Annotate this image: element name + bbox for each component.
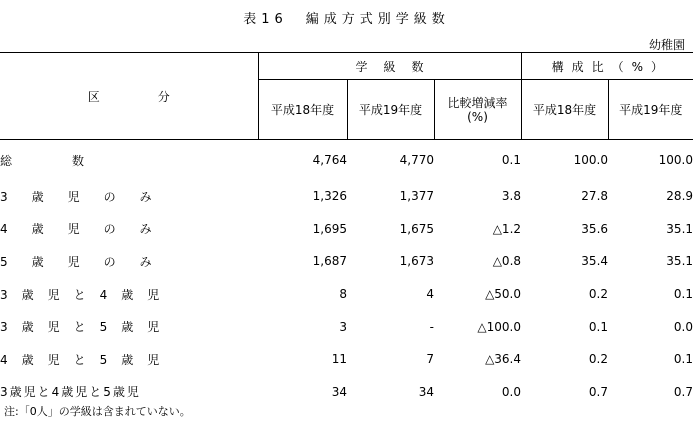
row-label: 3歳児のみ (0, 189, 176, 204)
header-change-rate (434, 80, 521, 140)
table-row (0, 180, 693, 213)
cell-rate: △1.2 (492, 221, 522, 236)
cell-rate: △50.0 (485, 287, 522, 302)
cell-c19: 0.7 (673, 384, 693, 399)
cell-y19: 34 (418, 384, 434, 399)
header-class-count (258, 53, 521, 80)
cell-y19: 4 (426, 287, 434, 302)
cell-c19: 0.1 (673, 352, 693, 367)
cell-y18: 11 (331, 352, 347, 367)
row-label: 5歳児のみ (0, 254, 176, 269)
table-title: 表16 編成方式別学級数 (243, 12, 450, 27)
cell-c18: 0.1 (588, 319, 609, 334)
unit-label: 幼稚園 (648, 38, 685, 52)
table-row-total (0, 140, 693, 181)
row-label: 3歳児と5歳児 (0, 320, 174, 335)
header-change-rate-line1: 比較増減率 (447, 95, 508, 110)
cell-y18: 1,687 (312, 254, 347, 269)
cell-c19: 0.1 (673, 287, 693, 302)
cell-y18: 34 (331, 384, 347, 399)
header-class-count-text: 学級数 (355, 59, 440, 74)
cell-rate: 3.8 (501, 189, 522, 204)
cell-c19: 28.9 (666, 189, 693, 204)
cell-y18: 8 (339, 287, 347, 302)
table-row (0, 245, 693, 278)
cell-c18: 0.2 (588, 287, 609, 302)
header-year18: 平成18年度 (258, 80, 347, 140)
cell-y18: 1,326 (312, 189, 347, 204)
header-composition-year18: 平成18年度 (521, 80, 608, 140)
cell-c19: 0.0 (673, 319, 693, 334)
cell-rate: 0.1 (501, 153, 522, 167)
header-year19: 平成19年度 (347, 80, 434, 140)
cell-y19: 4,770 (399, 153, 434, 167)
table-row (0, 213, 693, 246)
cell-c19: 35.1 (666, 221, 693, 236)
header-composition-year19: 平成19年度 (608, 80, 693, 140)
cell-y19: 1,675 (399, 221, 434, 236)
header-change-rate-line2: (%) (467, 109, 488, 124)
cell-rate: △0.8 (492, 254, 522, 269)
header-category (0, 53, 258, 140)
cell-rate: △36.4 (485, 352, 522, 367)
cell-rate: 0.0 (501, 384, 522, 399)
footnote: 注:「0人」の学級は含まれていない。 (4, 405, 191, 418)
cell-c18: 35.6 (581, 221, 609, 236)
class-count-table (0, 52, 693, 408)
table-row (0, 310, 693, 343)
row-label: 総数 (0, 153, 145, 168)
cell-c18: 0.2 (588, 352, 609, 367)
cell-c18: 0.7 (588, 384, 609, 399)
table-row (0, 343, 693, 376)
header-composition-text: 構成比（%） (551, 59, 671, 74)
row-label: 3歳児と4歳児 (0, 287, 174, 302)
row-label: 4歳児と5歳児 (0, 352, 174, 367)
cell-y19: - (429, 319, 434, 334)
cell-y18: 4,764 (312, 153, 347, 167)
row-label: 4歳児のみ (0, 222, 176, 237)
cell-c18: 27.8 (581, 189, 609, 204)
cell-y18: 3 (339, 319, 347, 334)
cell-c18: 100.0 (573, 153, 609, 167)
table-row (0, 278, 693, 311)
cell-y19: 1,377 (399, 189, 434, 204)
cell-rate: △100.0 (477, 319, 522, 334)
cell-y18: 1,695 (312, 221, 347, 236)
cell-c19: 100.0 (658, 153, 693, 167)
header-category-text: 区分 (87, 89, 228, 104)
header-composition (521, 53, 693, 80)
cell-y19: 1,673 (399, 254, 434, 269)
cell-c19: 35.1 (666, 254, 693, 269)
cell-y19: 7 (426, 352, 434, 367)
cell-c18: 35.4 (581, 254, 609, 269)
row-label: 3歳児と4歳児と5歳児 (0, 385, 141, 400)
